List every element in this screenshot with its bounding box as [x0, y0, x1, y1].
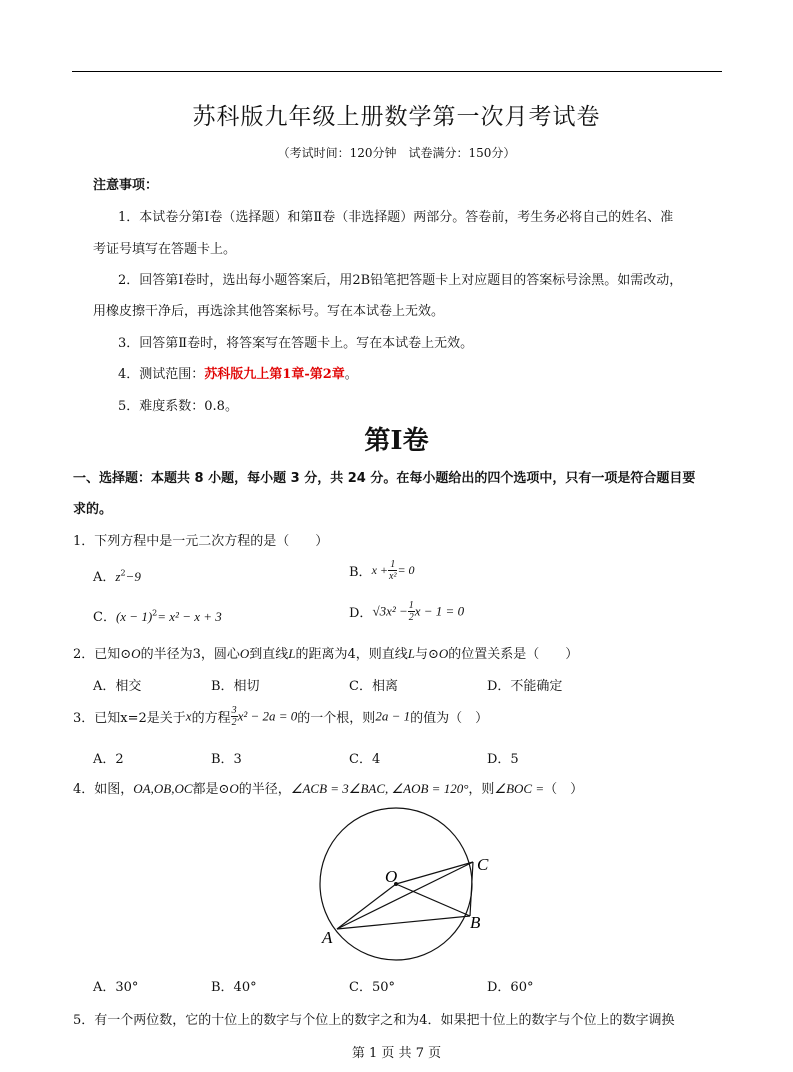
- label-c: C: [477, 855, 489, 874]
- q4-option-d: D．60°: [487, 980, 534, 995]
- page-title: 苏科版九年级上册数学第一次月考试卷: [192, 104, 601, 130]
- exam-subtitle: （考试时间：120分钟 试卷满分：150分）: [277, 146, 516, 160]
- label-b: B: [470, 913, 481, 932]
- volume-title: 第Ⅰ卷: [364, 426, 429, 456]
- q2-option-a: A．相交: [93, 679, 142, 694]
- question-2-stem: 2．已知⊙O的半径为3，圆心O到直线L的距离为4，则直线L与⊙O的位置关系是（ ）: [73, 646, 579, 662]
- section-heading-line1: 一、选择题：本题共 8 小题，每小题 3 分，共 24 分。在每小题给出的四个选项中，只有一项是符合题目要: [73, 471, 696, 486]
- section-heading-line2: 求的。: [73, 502, 113, 517]
- q3-option-c: C．4: [349, 752, 381, 767]
- question-3-stem: 3．已知x=2是关于x的方程 $\frac{3}{2}$ x² − 2a = 0的一个根，则2a − 1的值为（ ）: [73, 705, 489, 728]
- q2-option-c: C．相离: [349, 679, 398, 694]
- q3-option-d: D．5: [487, 752, 519, 767]
- label-o: O: [385, 867, 398, 886]
- question-4-stem: 4．如图，OA,OB,OC都是⊙O的半径，∠ACB = 3∠BAC, ∠AOB = 120°，则∠BOC =（ ）: [73, 781, 584, 797]
- notice-item-2-line1: 2．回答第Ⅰ卷时，选出每小题答案后，用2B铅笔把答题卡上对应题目的答案标号涂黑。如需改动，: [118, 273, 683, 288]
- circle-diagram: [300, 800, 510, 970]
- q4-option-a: A．30°: [93, 980, 139, 995]
- notice-item-5: 5．难度系数：0.8。: [118, 399, 238, 414]
- notice-item-1-line1: 1．本试卷分第Ⅰ卷（选择题）和第Ⅱ卷（非选择题）两部分。答卷前，考生务必将自己的姓名、准: [118, 210, 674, 225]
- q4-option-b: B．40°: [211, 980, 257, 995]
- segment-ab: [337, 916, 470, 929]
- question-5-stem: 5．有一个两位数，它的十位上的数字与个位上的数字之和为4．如果把十位上的数字与个位上的数字调换: [73, 1013, 675, 1028]
- notice-item-1-line2: 考证号填写在答题卡上。: [93, 242, 237, 257]
- q1-option-c: C．$(x - 1)^2= x^2 - x + 3$: [93, 608, 222, 625]
- notice-item-4-prefix: 4．测试范围：: [118, 367, 205, 382]
- question-1-stem: 1．下列方程中是一元二次方程的是（ ）: [73, 534, 329, 549]
- notice-heading: 注意事项：: [93, 178, 159, 193]
- q1-option-b: B．x + $\frac{1}{\text{x²}}$ = 0: [349, 559, 415, 582]
- q3-option-a: A．2: [93, 752, 124, 767]
- q4-option-c: C．50°: [349, 980, 395, 995]
- q1-option-a: A．$z^2-9$: [93, 568, 141, 585]
- q2-option-b: B．相切: [211, 679, 260, 694]
- notice-item-3: 3．回答第Ⅱ卷时，将答案写在答题卡上。写在本试卷上无效。: [118, 336, 474, 351]
- segment-ob: [396, 884, 470, 916]
- top-rule: [72, 71, 722, 72]
- test-scope-highlight: 苏科版九上第1章-第2章: [204, 367, 345, 382]
- notice-item-2-line2: 用橡皮擦干净后，再选涂其他答案标号。写在本试卷上无效。: [93, 304, 445, 319]
- notice-item-4: [118, 363, 358, 382]
- segment-oa: [337, 884, 396, 929]
- q3-option-b: B．3: [211, 752, 242, 767]
- label-a: A: [322, 928, 333, 947]
- q2-option-d: D．不能确定: [487, 679, 563, 694]
- segment-ac: [337, 862, 473, 929]
- q1-option-d: D．√3x² − $\frac{1}{2}$ x − 1 = 0: [349, 600, 465, 623]
- page-footer: 第 1 页 共 7 页: [351, 1046, 442, 1061]
- notice-item-4-suffix: 。: [344, 367, 358, 382]
